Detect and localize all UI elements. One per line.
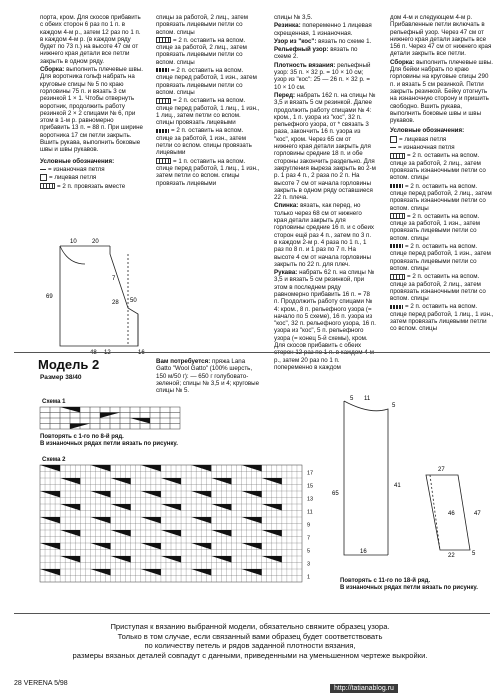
footer-note xyxy=(40,622,460,660)
page-number: 28 VERENA 5/98 xyxy=(14,680,68,687)
assembly-text: выполнить плечевые швы. Для воротника гольф набрать на круговые спицы № 5 по краю горловины 75 п. и вязать 3 см резинкой 1 × 1. Чтобы отвернуть воротник, продолжить работу резинкой 2 × 2 спицами № 6, при этом в 1-м р. равномерно прибавить 13 п. = 88 п. При ширине воротника 17 см петли закрыть. Вшить рукава, выполнить боковые швы и швы рукавов. xyxy=(40,66,143,154)
dimension-label: 5 xyxy=(472,551,476,557)
legend-item: = 2 п. оставить на вспом. спице за работой, 1 изн., затем провязать лицевыми петли со вспом. спицы xyxy=(390,212,480,242)
dimension-label: 5 xyxy=(350,396,354,402)
legend-item: = 2 п. оставить на вспом. спице за работой, 1 изн., затем петли со вспом. спицы провязать лицевыми xyxy=(156,127,252,157)
legend-item: = лицевая петля xyxy=(49,174,97,182)
dimension-label: 7 xyxy=(112,276,116,282)
legend-item: = 2 п. провязать вместе xyxy=(57,182,126,190)
scheme-1-label: Схема 1 xyxy=(42,399,66,405)
section-divider xyxy=(14,613,490,614)
scheme-2-note: В изнаночных рядах петли вязать по рисунку. xyxy=(340,585,478,591)
legend-item: = изнаночная петля xyxy=(48,165,105,173)
row-number: 3 xyxy=(307,561,311,568)
legend-item: = изнаночная петля xyxy=(398,144,455,152)
paragraph: порта, кром. Для скосов прибавить с обеих сторон 6 раз по 1 п. в каждом 4-м р., затем 12 раз по 1 п. в каждом 4-м р. (в каждом ряду будет по 73 п.) на высоте 47 см от нижнего края детали все петли закрыть в одном ряду. xyxy=(40,14,141,65)
row-number: 17 xyxy=(307,470,314,477)
row-number: 15 xyxy=(307,483,314,490)
column-1 xyxy=(40,14,144,191)
heading: Перед: xyxy=(274,91,296,99)
column-2 xyxy=(156,14,260,188)
legend-item: = 2 п. оставить на вспом. спице перед работой, 1 изн., затем провязать лицевыми петли со вспом. спицы xyxy=(390,243,491,272)
dimension-label: 5 xyxy=(392,403,396,409)
row-number: 1 xyxy=(307,574,311,581)
dimension-label: 65 xyxy=(332,491,339,497)
watermark: http://tatianablog.ru xyxy=(330,684,398,693)
text: набрать 62 п. на спицы № 3,5 и вязать 5 см резинкой, при этом в последнем ряду равномерно прибавить 16 п. = 78 п. Продолжить работу спицами № 4: кром., 8 п. рельефного узора (= начало по 5 схеме), 16 п. узора из "кос", 32 п. рельефного узора, 16 п. узора из "кос", 5 п. рельефного узора (= конец 5-й схемы), кром. Для скосов прибавить с обеих сторон 12 раз по 1 п. в каждом 4-м р., затем 20 раз по 1 п. попеременно в каждом xyxy=(274,269,377,371)
dimension-label: 20 xyxy=(92,239,99,245)
text: пряжа Lana Gatto "Wool Gatto" (100% шерсть, 150 м/50 г): — 650 г голубовато-зеленой; спицы № 3,5 и 4; круговые спицы № 5. xyxy=(156,358,260,395)
legend-item: = 2 п. оставить на вспом. спице перед работой, 1 лиц., 1 изн., затем провязать лицевыми петли со вспом. спицы xyxy=(390,303,494,333)
row-number: 11 xyxy=(307,509,313,516)
text: рельефный узор: 35 п. × 32 р. = 10 × 10 см; узор из "кос": 25 — 26 п. × 32 р. = 10 × 10 см. xyxy=(274,61,371,91)
dimension-label: 11 xyxy=(364,396,371,402)
pattern-drawing-2 xyxy=(330,395,481,559)
legend-item: = 2 п. оставить на вспом. спице за работой, 2 лиц., затем провязать изнаночными петли со вспом. спицы xyxy=(390,273,486,303)
cable-symbol-icon xyxy=(390,153,405,159)
cable-symbol-icon xyxy=(390,184,403,188)
text: набрать 162 п. на спицы № 3,5 и вязать 5 см резинкой. Далее продолжить работу спицами № 4: кром., 1 п. узора из "кос", 32 п. рельефного узора, от * связать 3 раза, закончить 16 п. узора из "кос", кром. Через 65 см от нижнего края детали закрыть для горловины средние 18 п. и обе стороны закончить раздельно. Для закругления выреза закрыть во 2-м р. 1 раз 4 п., 2 раза по 2 п. На высоте 7 см от начала горловины закрыть в одном ряду оставшиеся 22 п. плеча. xyxy=(274,91,376,202)
scheme-1-notes xyxy=(40,434,190,448)
cable-symbol-icon xyxy=(390,244,403,248)
text: вязать, как перед, но только через 68 см от нижнего края детали закрыть для горловины средние 16 п. и с обеих сторон ещё раз 4 п., затем по 3 п. в каждом 2-м р. 4 раза по 1 п., 1 раз по 8 п. и 1 раз по 7 п. На высоте 4 см от начала горловины закрыть по 22 п. для плеч. xyxy=(274,202,375,268)
model-size: Размер 38/40 xyxy=(40,374,82,381)
heading: Спинка: xyxy=(274,202,299,210)
dimension-label: 41 xyxy=(394,483,401,489)
cable-symbol-icon xyxy=(390,274,405,280)
footer-line: размеры вязаных деталей совпадут с данными, приведенными на уменьшенном чертеже выкройки. xyxy=(72,650,428,660)
assembly-heading: Сборка: xyxy=(40,66,65,74)
scheme-1-note: Повторять с 1-го по 8-й ряд. xyxy=(40,434,124,440)
paragraph: спицы за работой, 2 лиц., затем провязать лицевыми петли со вспом. спицы xyxy=(156,14,248,36)
paragraph: дом 4-м и следующем 4-м р. Прибавленные петли включать в рельефный узор. Через 47 см от нижнего края детали закрыть все 156 п. Через 47 см от нижнего края детали закрыть все петли. xyxy=(390,14,492,58)
materials xyxy=(156,358,260,395)
dimension-label: 69 xyxy=(46,294,53,300)
dimension-label: 12 xyxy=(104,350,111,356)
cable-symbol-icon xyxy=(156,129,169,133)
text: попеременно 1 лицевая скрещенная, 1 изнаночная. xyxy=(274,22,372,37)
model-title: Модель 2 xyxy=(38,357,100,372)
dimension-label: 50 xyxy=(130,298,137,304)
dimension-label: 47 xyxy=(474,511,481,517)
footer-line: Только в том случае, если связанный вами образец будет соответствовать xyxy=(117,631,383,641)
row-number: 13 xyxy=(307,496,314,503)
cable-symbol-icon xyxy=(156,98,171,104)
purl-symbol-icon xyxy=(390,147,396,148)
scheme-1-chart xyxy=(40,407,190,431)
legend-heading: Условные обозначения: xyxy=(390,127,465,135)
dimension-label: 48 xyxy=(90,350,97,356)
row-number: 9 xyxy=(307,522,311,529)
heading: Вам потребуется: xyxy=(156,358,211,365)
cable-symbol-icon xyxy=(40,183,55,189)
scheme-2-note: Повторять с 11-го по 18-й ряд. xyxy=(340,578,431,584)
scheme-2-label: Схема 2 xyxy=(42,457,66,463)
knit-symbol-icon xyxy=(40,174,47,181)
row-number: 5 xyxy=(307,548,311,555)
column-3 xyxy=(274,14,376,372)
text: вязать по схеме 2. xyxy=(274,46,358,61)
text: выполнить плечевые швы. Для бейки набрать по краю горловины на круговые спицы 290 п. и вязать 5 см резинкой. Петли закрыть резинкой. Бейку отогнуть на изнаночную сторону и пришить свободно. Вшить рукава, выполнить боковые швы и швы рукавов. xyxy=(390,58,493,125)
legend-item: = 2 п. оставить на вспом. спице перед работой, 1 изн., затем провязать лицевыми петли со вспом. спицы xyxy=(156,67,257,96)
footer-line: Приступая к вязанию выбранной модели, обязательно свяжите образец узора. xyxy=(110,622,390,631)
heading: Плотность вязания: xyxy=(274,61,336,69)
dimension-label: 16 xyxy=(360,549,367,555)
legend-item: = 2 п. оставить на вспом. спице перед работой, 2 лиц., затем провязать изнаночными петли со вспом. спицы xyxy=(390,182,492,212)
dimension-label: 10 xyxy=(70,239,77,245)
dimension-label: 46 xyxy=(448,511,455,517)
legend-item: = 2 п. оставить на вспом. спице за работой, 2 лиц., затем провязать лицевыми петли со вспом. спицы xyxy=(156,36,247,66)
footer-line: по количеству петель и рядов заданной плотности вязания, xyxy=(144,641,356,650)
legend-heading: Условные обозначения: xyxy=(40,157,115,165)
heading: Рельефный узор: xyxy=(274,46,329,54)
cable-symbol-icon xyxy=(156,37,171,43)
heading: Узор из "кос": xyxy=(274,37,317,45)
cable-symbol-icon xyxy=(156,68,169,72)
scheme-2-chart xyxy=(40,465,330,585)
heading: Сборка: xyxy=(390,58,415,66)
cable-symbol-icon xyxy=(390,305,403,309)
scheme-2-notes xyxy=(340,578,490,592)
knit-symbol-icon xyxy=(390,136,397,143)
dimension-label: 28 xyxy=(112,300,119,306)
dimension-label: 27 xyxy=(438,467,445,473)
purl-symbol-icon xyxy=(40,169,46,170)
legend-item: = 2 п. оставить на вспом. спице за работой, 2 лиц., затем провязать изнаночными петли со вспом. спицы xyxy=(390,152,486,182)
cable-symbol-icon xyxy=(156,158,171,164)
row-number: 7 xyxy=(307,535,311,542)
cable-symbol-icon xyxy=(390,213,405,219)
heading: Резинка: xyxy=(274,22,301,30)
paragraph: спицы № 3,5. xyxy=(274,14,313,21)
legend-item: = 1 п. оставить на вспом. спице перед работой, 1 лиц., 1 изн., затем петли со вспом. спицы провязать лицевыми xyxy=(156,157,260,187)
text: вязать по схеме 1. xyxy=(318,37,372,45)
dimension-label: 16 xyxy=(138,350,145,356)
scheme-1-note: В изнаночных рядах петли вязать по рисунку. xyxy=(40,441,178,447)
pattern-drawing-1 xyxy=(40,234,160,354)
legend-item: = лицевая петля xyxy=(399,135,447,143)
column-4 xyxy=(390,14,494,334)
heading: Рукава: xyxy=(274,269,298,277)
dimension-label: 22 xyxy=(448,553,455,559)
section-divider xyxy=(14,352,490,353)
legend-item: = 2 п. оставить на вспом. спице перед работой, 1 лиц., 1 изн., 1 лиц., затем петли со вспом. спицы провязать лицевыми xyxy=(156,97,260,127)
